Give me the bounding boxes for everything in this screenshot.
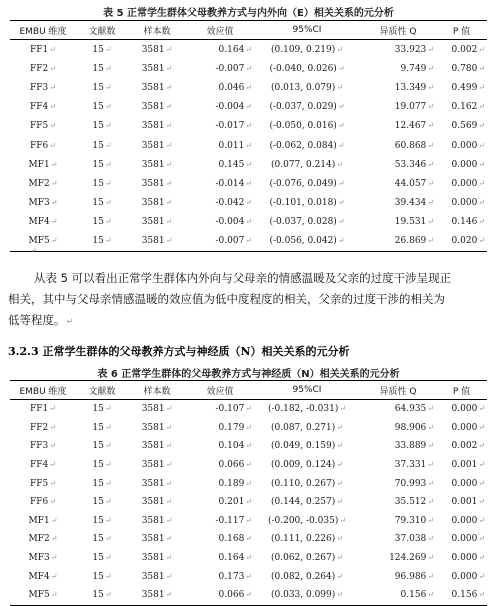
table-cell: 3581↵ — [128, 232, 186, 252]
table-cell: 0.001↵ — [451, 497, 485, 508]
table-header-row — [10, 381, 487, 400]
table-cell: 0.104↵ — [218, 441, 252, 452]
table-cell: 12.467↵ — [394, 121, 434, 132]
column-header: P 值 — [436, 21, 487, 40]
table-cell: FF5↵ — [30, 478, 56, 489]
table-cell: MF2↵ — [28, 178, 58, 189]
table-cell: 15↵ — [76, 586, 128, 605]
table-cell: 3581↵ — [128, 586, 186, 605]
table-cell: 3581↵ — [141, 102, 173, 113]
table-cell: 3581↵ — [141, 404, 173, 415]
table-cell: MF4↵ — [28, 217, 58, 228]
table-cell: -0.007↵ — [215, 63, 252, 74]
table-cell: 3581↵ — [141, 140, 173, 151]
table-cell: 0.000↵ — [451, 404, 485, 415]
table-cell: MF1↵ — [28, 159, 58, 170]
table-cell: 0.000↵ — [451, 140, 485, 151]
table-cell: 3581↵ — [141, 571, 173, 582]
column-header: 效应值 — [186, 381, 254, 400]
table-cell: 15↵ — [92, 534, 112, 545]
table-cell: -0.042↵ — [215, 198, 252, 209]
table-cell: 3581↵ — [141, 460, 173, 471]
table-cell: (0.077, 0.214)↵ — [271, 159, 343, 170]
column-header: 95%CI — [254, 21, 360, 40]
table-cell: 0.001↵ — [451, 460, 485, 471]
table-cell: 19.531↵ — [394, 217, 434, 228]
table6-caption: 表 6 正常学生群体的父母教养方式与神经质（N）相关关系的元分析 — [97, 369, 400, 380]
table-row — [10, 232, 487, 252]
table-cell: 96.986↵ — [394, 571, 434, 582]
table-cell: 0.189↵ — [218, 478, 252, 489]
table-cell: 15↵ — [92, 102, 112, 113]
table-row — [10, 456, 487, 475]
table-cell: 3581↵ — [141, 515, 173, 526]
table-cell: FF4↵ — [30, 102, 56, 113]
table-cell: (0.144, 0.257)↵ — [271, 497, 343, 508]
table-cell: 15↵ — [92, 515, 112, 526]
table-cell: (0.111, 0.226)↵ — [271, 534, 343, 545]
table-cell: MF2↵ — [28, 534, 58, 545]
table-row — [10, 136, 487, 155]
table-row — [10, 512, 487, 531]
table-cell: 15↵ — [92, 217, 112, 228]
table-cell: 15↵ — [92, 460, 112, 471]
paragraph-line-2: 相关，其中与父母亲情感温暖的效应值为低中度程度的相关，父亲的过度干涉的相关为 — [8, 292, 445, 306]
table-row — [10, 493, 487, 512]
table-row — [10, 530, 487, 549]
table-cell: 15↵ — [76, 232, 128, 252]
table-cell: (0.049, 0.159)↵ — [271, 441, 343, 452]
paragraph-mark: ↵ — [30, 246, 37, 255]
table-cell: 3581↵ — [141, 82, 173, 93]
table-cell: MF3↵ — [28, 198, 58, 209]
table-cell: MF1↵ — [28, 515, 58, 526]
table-row — [10, 567, 487, 586]
table-cell: 0.156↵ — [360, 586, 436, 605]
table-cell: 39.434↵ — [394, 198, 434, 209]
table-cell: 15↵ — [92, 478, 112, 489]
table-cell: 15↵ — [92, 198, 112, 209]
table-row — [10, 586, 487, 605]
table-row — [10, 174, 487, 193]
table-cell: FF2↵ — [30, 422, 56, 433]
table-cell: (0.082, 0.264)↵ — [271, 571, 343, 582]
table-cell: 3581↵ — [141, 534, 173, 545]
column-header: 效应值 — [186, 21, 254, 40]
table-cell: (-0.076, 0.049)↵ — [269, 178, 345, 189]
table-row — [10, 78, 487, 97]
table-cell: 0.000↵ — [451, 553, 485, 564]
table-cell: 3581↵ — [141, 422, 173, 433]
table-cell: 0.146↵ — [451, 217, 485, 228]
table-cell: 3581↵ — [141, 121, 173, 132]
table-row — [10, 194, 487, 213]
table-cell: -0.004↵ — [215, 217, 252, 228]
table-cell: 15↵ — [92, 571, 112, 582]
table-cell: FF1↵ — [30, 404, 56, 415]
table-cell: 33.923↵ — [394, 44, 434, 55]
table-cell: -0.014↵ — [215, 178, 252, 189]
table-cell: 0.164↵ — [218, 44, 252, 55]
table-cell: 15↵ — [92, 422, 112, 433]
table-cell: (0.009, 0.124)↵ — [271, 460, 343, 471]
table-cell: (-0.050, 0.016)↵ — [269, 121, 345, 132]
table-cell: 3581↵ — [141, 178, 173, 189]
table-cell: 3581↵ — [141, 159, 173, 170]
table-cell: 60.868↵ — [394, 140, 434, 151]
table-cell: (0.087, 0.271)↵ — [271, 422, 343, 433]
table-cell: 3581↵ — [141, 553, 173, 564]
table-cell: 3581↵ — [141, 44, 173, 55]
table-cell: 15↵ — [92, 63, 112, 74]
table-cell: 3581↵ — [141, 497, 173, 508]
table-cell: (-0.062, 0.084)↵ — [269, 140, 345, 151]
table-cell: 0.179↵ — [218, 422, 252, 433]
column-header: 样本数 — [128, 381, 186, 400]
table-row — [10, 437, 487, 456]
table-cell: 0.000↵ — [451, 422, 485, 433]
table-cell: (0.013, 0.079)↵ — [271, 82, 343, 93]
table-cell: -0.004↵ — [215, 102, 252, 113]
table-cell: 3581↵ — [141, 441, 173, 452]
column-header: 95%CI — [254, 381, 360, 400]
table-cell: 0.066↵ — [218, 460, 252, 471]
body-paragraph — [8, 268, 489, 332]
table-cell: 79.310↵ — [394, 515, 434, 526]
table-header-row — [10, 21, 487, 40]
table-cell: 15↵ — [92, 404, 112, 415]
table-row — [10, 59, 487, 78]
table-cell: -0.017↵ — [215, 121, 252, 132]
table-cell: (-0.037, 0.028)↵ — [269, 217, 345, 228]
table-cell: FF3↵ — [30, 82, 56, 93]
table-cell: MF5↵ — [10, 586, 76, 605]
table-cell: 0.011↵ — [218, 140, 252, 151]
table-cell: 0.046↵ — [218, 82, 252, 93]
table-cell: (0.110, 0.267)↵ — [271, 478, 343, 489]
table-cell: 3581↵ — [141, 478, 173, 489]
table-cell: 0.000↵ — [451, 534, 485, 545]
column-header: 样本数 — [128, 21, 186, 40]
column-header: P 值 — [436, 381, 487, 400]
table-cell: 15↵ — [92, 44, 112, 55]
table-cell: 3581↵ — [141, 217, 173, 228]
paragraph-line-3: 低等程度。↵ — [8, 313, 74, 327]
table-cell: (0.062, 0.267)↵ — [271, 553, 343, 564]
table-cell: 44.057↵ — [394, 178, 434, 189]
column-header: 文献数 — [76, 381, 128, 400]
table-row — [10, 98, 487, 117]
table-cell: -0.117↵ — [215, 515, 252, 526]
table-row — [10, 117, 487, 136]
table-cell: 19.077↵ — [394, 102, 434, 113]
table-row — [10, 549, 487, 568]
table-cell: 15↵ — [92, 159, 112, 170]
table-cell: 37.331↵ — [394, 460, 434, 471]
table-cell: 33.889↵ — [394, 441, 434, 452]
column-header: EMBU 维度 — [10, 21, 76, 40]
table-cell: 15↵ — [92, 82, 112, 93]
table6 — [10, 380, 487, 606]
table-cell: 124.269↵ — [389, 553, 434, 564]
table-row — [10, 155, 487, 174]
table-cell: 0.173↵ — [218, 571, 252, 582]
column-header: 异质性 Q — [360, 381, 436, 400]
section-heading: 3.2.3 正常学生群体的父母教养方式与神经质（N）相关关系的元分析 — [8, 345, 350, 358]
column-header: 异质性 Q — [360, 21, 436, 40]
table-cell: 0.145↵ — [218, 159, 252, 170]
table-cell: 0.000↵ — [451, 198, 485, 209]
table-cell: 53.346↵ — [394, 159, 434, 170]
table-cell: 0.164↵ — [218, 553, 252, 564]
table-row — [10, 400, 487, 419]
table-cell: 0.780↵ — [451, 63, 485, 74]
table-cell: 37.038↵ — [394, 534, 434, 545]
table-cell: 0.000↵ — [451, 178, 485, 189]
table-cell: (-0.101, 0.018)↵ — [269, 198, 345, 209]
table-cell: 0.499↵ — [451, 82, 485, 93]
table-cell: 0.020↵ — [436, 232, 487, 252]
table-cell: (-0.182, -0.031)↵ — [267, 404, 347, 415]
table-cell: (-0.037, 0.029)↵ — [269, 102, 345, 113]
table-cell: MF5↵ — [10, 232, 76, 252]
table-cell: 0.000↵ — [451, 159, 485, 170]
table-cell: MF4↵ — [28, 571, 58, 582]
table-cell: FF4↵ — [30, 460, 56, 471]
table-cell: 0.569↵ — [451, 121, 485, 132]
table-cell: 15↵ — [92, 121, 112, 132]
table-cell: 70.993↵ — [394, 478, 434, 489]
table-cell: 98.906↵ — [394, 422, 434, 433]
table-cell: FF3↵ — [30, 441, 56, 452]
table-cell: 15↵ — [92, 441, 112, 452]
table-cell: 15↵ — [92, 553, 112, 564]
table-cell: (-0.056, 0.042)↵ — [254, 232, 360, 252]
table-cell: 15↵ — [92, 140, 112, 151]
table-cell: FF5↵ — [30, 121, 56, 132]
table-cell: 3581↵ — [141, 198, 173, 209]
table-cell: (-0.200, -0.035)↵ — [267, 515, 347, 526]
table-cell: 15↵ — [92, 497, 112, 508]
column-header: EMBU 维度 — [10, 381, 76, 400]
paragraph-line-1: 从表 5 可以看出正常学生群体内外向与父母亲的情感温暖及父亲的过度干涉呈现正 — [34, 271, 452, 285]
table-row — [10, 40, 487, 60]
table-cell: MF3↵ — [28, 553, 58, 564]
table-cell: 0.168↵ — [218, 534, 252, 545]
table-cell: 0.002↵ — [451, 441, 485, 452]
table-cell: 26.869↵ — [360, 232, 436, 252]
table-cell: (0.033, 0.099)↵ — [254, 586, 360, 605]
table-cell: (-0.040, 0.026)↵ — [269, 63, 345, 74]
table-cell: -0.107↵ — [215, 404, 252, 415]
table-cell: 0.002↵ — [451, 44, 485, 55]
table-cell: 0.156↵ — [436, 586, 487, 605]
table-cell: FF2↵ — [30, 63, 56, 74]
table-cell: 3581↵ — [141, 63, 173, 74]
table-cell: 0.000↵ — [451, 571, 485, 582]
table-row — [10, 419, 487, 438]
table-cell: 0.000↵ — [451, 478, 485, 489]
table-cell: 35.512↵ — [394, 497, 434, 508]
column-header: 文献数 — [76, 21, 128, 40]
table5-caption: 表 5 正常学生群体父母教养方式与内外向（E）相关关系的元分析 — [103, 8, 394, 19]
table-cell: 0.162↵ — [451, 102, 485, 113]
table-cell: -0.007↵ — [186, 232, 254, 252]
table-row — [10, 474, 487, 493]
table-cell: 64.935↵ — [394, 404, 434, 415]
table-cell: FF6↵ — [30, 497, 56, 508]
table-cell: FF1↵ — [30, 44, 56, 55]
table-cell: 0.000↵ — [451, 515, 485, 526]
table-cell: 0.201↵ — [218, 497, 252, 508]
table-cell: (0.109, 0.219)↵ — [271, 44, 343, 55]
table-cell: 0.066↵ — [186, 586, 254, 605]
table-row — [10, 213, 487, 232]
table-cell: FF6↵ — [30, 140, 56, 151]
table-cell: 9.749↵ — [400, 63, 434, 74]
table5 — [10, 20, 487, 252]
table-cell: 15↵ — [92, 178, 112, 189]
table-cell: 13.349↵ — [394, 82, 434, 93]
